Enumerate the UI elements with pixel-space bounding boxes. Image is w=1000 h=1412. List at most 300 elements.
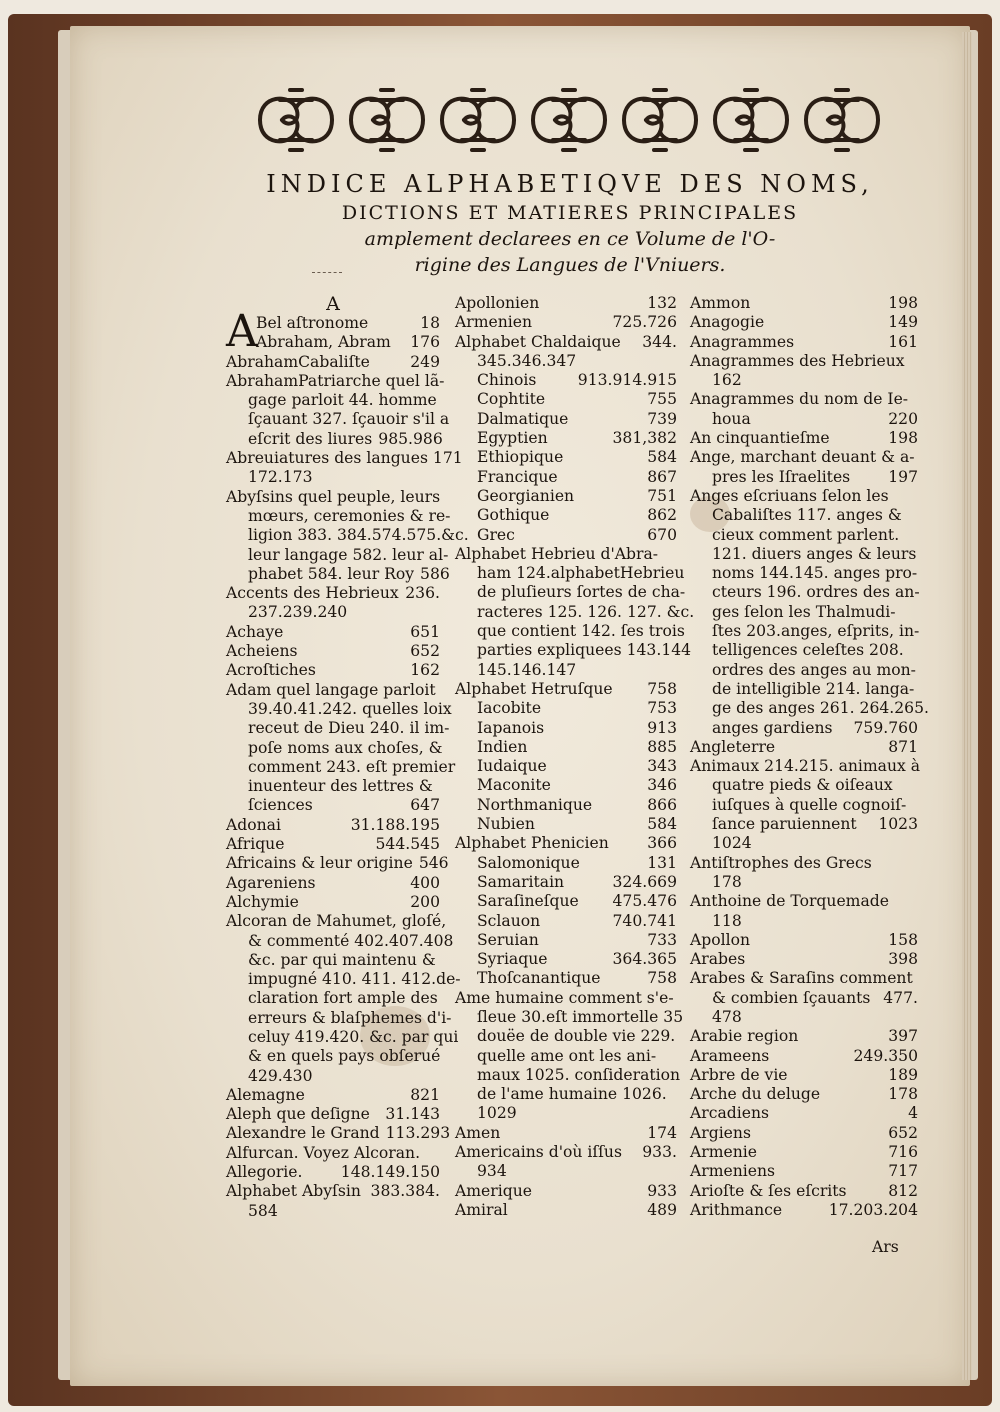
entry-term: Northmanique: [477, 795, 593, 814]
entry-term: impugné 410. 411. 412.de-: [248, 970, 461, 989]
entry-term: Samaritain: [477, 872, 565, 891]
index-entry: [226, 584, 440, 603]
index-entry: [690, 448, 918, 467]
entry-term: houa: [712, 409, 751, 428]
entry-term: & combien ſçauants: [712, 988, 871, 1007]
entry-term: maux 1025. conſideration: [477, 1065, 681, 1084]
entry-pages: 132: [647, 294, 677, 312]
index-entry: [226, 738, 443, 758]
entry-term: Abyſsins quel peuple, leurs: [226, 487, 441, 506]
index-entry: [455, 757, 677, 776]
index-entry: [455, 1065, 681, 1085]
index-entry: [690, 661, 918, 680]
entry-pages: 586: [420, 564, 450, 583]
index-entry: [690, 931, 918, 950]
entry-term: 121. diuers anges & leurs: [712, 544, 917, 563]
entry-pages: 383.384.: [370, 1182, 440, 1201]
index-entry: [226, 931, 454, 951]
index-entry: [226, 893, 440, 912]
entry-term: 1024: [712, 834, 752, 853]
entry-term: 145.146.147: [477, 660, 577, 679]
index-entry: [690, 1085, 918, 1104]
entry-term: 237.239.240: [248, 603, 348, 622]
entry-pages: 4: [908, 1104, 918, 1123]
entry-pages: 885: [647, 737, 677, 756]
catchword: Ars: [872, 1238, 899, 1256]
entry-term: Arabes: [690, 950, 746, 969]
index-entry: [690, 950, 918, 969]
entry-term: Afrique: [226, 835, 285, 854]
index-entries-3: [690, 294, 929, 1220]
entry-term: Agareniens: [226, 873, 316, 892]
entry-pages: 651: [410, 622, 440, 641]
entry-term: Allegorie.: [226, 1163, 303, 1182]
index-entry: [690, 680, 918, 699]
entry-pages: 18: [420, 314, 440, 332]
entry-term: Seruian: [477, 930, 539, 949]
entry-pages: 725.726: [612, 313, 677, 332]
index-entry: [226, 816, 440, 835]
index-entry: [690, 1201, 918, 1220]
entry-term: Adonai: [226, 815, 281, 834]
entry-pages: 249: [410, 352, 440, 371]
index-entry: [690, 834, 918, 853]
entry-term: Arcadiens: [690, 1104, 769, 1123]
index-entry: [226, 661, 440, 680]
index-entry: [690, 873, 918, 892]
entry-term: Accents des Hebrieux: [226, 584, 399, 603]
entry-pages: 17.203.204: [828, 1200, 918, 1219]
entry-term: Anagrammes: [690, 332, 795, 351]
index-entry: [226, 1202, 440, 1221]
entry-pages: 670: [647, 525, 677, 544]
index-entry: [226, 410, 450, 429]
index-entry: [690, 410, 918, 429]
page-fore-edge: [962, 32, 972, 1380]
entry-term: Ethiopique: [477, 448, 564, 467]
entry-term: phabet 584. leur Roy: [248, 564, 415, 583]
entry-pages: 867: [647, 467, 677, 486]
entry-term: cieux comment parlent.: [712, 525, 900, 544]
index-entry: [455, 1162, 677, 1181]
index-entry: [226, 1067, 440, 1086]
entry-term: 584: [248, 1201, 278, 1220]
index-entry: [226, 1144, 440, 1163]
entry-term: douëe de double vie 229.: [477, 1027, 676, 1046]
entry-pages: 647: [410, 796, 440, 815]
entry-term: Gothique: [477, 506, 550, 525]
index-entry: [690, 333, 918, 352]
index-entry: [690, 757, 921, 776]
index-entry: [455, 583, 686, 602]
entry-pages: 198: [888, 294, 918, 312]
entry-term: Alphabet Phenicien: [455, 834, 609, 853]
index-entry: [455, 526, 677, 545]
entry-term: Iapanois: [477, 718, 545, 737]
entry-term: parties expliquees 143.144: [477, 641, 692, 660]
entry-term: 478: [712, 1007, 742, 1026]
index-entry: [690, 1162, 918, 1181]
index-entry: [690, 545, 918, 564]
entry-pages: 933.: [642, 1143, 677, 1162]
entry-pages: 400: [410, 873, 440, 892]
entry-pages: 546: [418, 854, 449, 873]
entry-term: Ange, marchant deuant & a-: [690, 448, 915, 467]
entry-term: Abraham, Abram: [256, 333, 391, 352]
index-entry: [690, 1047, 918, 1066]
entry-term: mœurs, ceremonies & re-: [248, 506, 451, 525]
index-entry: [690, 1066, 918, 1085]
entry-pages: 733: [647, 930, 677, 949]
entry-pages: 755: [647, 390, 677, 409]
entry-term: cteurs 196. ordres des an-: [712, 583, 920, 602]
index-entry: [455, 352, 677, 371]
entry-term: de intelligible 214. langa-: [712, 679, 915, 698]
entry-pages: 477.: [883, 988, 918, 1007]
index-entry: [226, 854, 449, 873]
index-entry: [455, 912, 677, 931]
entry-term: Armeniens: [690, 1162, 776, 1181]
entry-term: de pluſieurs ſortes de cha-: [477, 583, 686, 602]
index-entry: [690, 622, 918, 641]
entry-pages: 871: [888, 737, 918, 756]
heading-line-2: DICTIONS ET MATIERES PRINCIPALES: [341, 202, 799, 224]
entry-term: ham 124.alphabetHebrieu: [477, 564, 685, 583]
index-entry: [455, 1085, 677, 1104]
entry-term: ſçauant 327. ſçauoir s'il a: [248, 410, 450, 429]
entry-pages: 381,382: [612, 429, 677, 448]
index-entry: [690, 699, 929, 718]
entry-term: & en quels pays obſerué: [248, 1047, 441, 1066]
entry-term: Grec: [477, 525, 515, 544]
entry-term: eſcrit des liures: [248, 429, 373, 448]
index-entry: [455, 564, 685, 583]
index-entry: [690, 468, 918, 487]
entry-term: 162: [712, 371, 742, 390]
index-entry: [455, 313, 677, 332]
index-entry: [690, 641, 918, 660]
heading-line-4: rigine des Langues de l'Vniuers.: [414, 254, 726, 276]
index-entry: [226, 1182, 440, 1201]
index-entry: [455, 815, 677, 834]
entry-pages: 343: [647, 757, 677, 776]
index-entry: [455, 448, 677, 467]
entry-term: Indien: [477, 737, 528, 756]
index-entry: [690, 969, 918, 988]
section-letter: A: [326, 293, 340, 315]
entry-term: poſe noms aux choſes, &: [248, 738, 443, 757]
entry-pages: 716: [888, 1143, 918, 1162]
index-entry: [455, 1104, 677, 1123]
entry-pages: 236.: [405, 584, 440, 603]
index-entry: [455, 776, 677, 795]
entry-term: iuſques à quelle cognoiſ-: [712, 795, 907, 814]
entry-term: Arche du deluge: [690, 1085, 821, 1104]
drop-cap: A: [226, 306, 258, 357]
entry-pages: 717: [888, 1162, 918, 1181]
entry-pages: 740.741: [612, 911, 677, 930]
index-entry: [690, 738, 918, 757]
index-entry: [455, 506, 677, 525]
index-entry: [690, 390, 918, 409]
entry-term: Adam quel langage parloit: [226, 680, 436, 699]
entry-pages: 364.365: [612, 950, 677, 969]
entry-pages: 584: [647, 448, 677, 467]
index-entry: [455, 641, 692, 660]
entry-pages: 176: [410, 333, 440, 352]
entry-term: Africains & leur origine: [226, 854, 413, 873]
entry-pages: 739: [647, 409, 677, 428]
index-entry: [226, 757, 456, 777]
index-entry: [690, 989, 918, 1008]
index-entry: [226, 835, 440, 854]
index-entry: [226, 1124, 451, 1143]
index-entry: [226, 391, 440, 410]
entry-term: Anagogie: [690, 313, 765, 332]
index-entry: [455, 661, 677, 680]
index-entry: [226, 1105, 440, 1124]
entry-term: quatre pieds & oiſeaux: [712, 776, 893, 795]
index-entry: [455, 333, 677, 352]
index-entry: [455, 854, 677, 873]
entry-pages: 397: [888, 1027, 918, 1046]
entry-pages: 652: [410, 642, 440, 661]
index-entry: [226, 681, 440, 700]
entry-term: Arameens: [690, 1046, 770, 1065]
index-entry: [226, 951, 440, 970]
index-entry: [455, 429, 677, 448]
entry-term: Arabie region: [690, 1027, 799, 1046]
entry-term: Arabes & Saraſins comment: [690, 969, 913, 988]
index-entry: [455, 1182, 677, 1201]
entry-term: ge des anges 261. 264.265.: [712, 699, 929, 718]
index-entry: [455, 390, 677, 409]
entry-term: 934: [477, 1162, 507, 1181]
entry-pages: 759.760: [853, 718, 918, 737]
entry-pages: 197: [888, 467, 918, 486]
entry-pages: 475.476: [612, 892, 677, 911]
index-entries-1: [226, 306, 469, 1221]
index-entry: [690, 1182, 918, 1201]
index-entry: [455, 410, 677, 429]
entry-term: Egyptien: [477, 429, 548, 448]
entry-term: ordres des anges au mon-: [712, 660, 916, 679]
entry-term: Chinois: [477, 371, 537, 390]
entry-term: ligion 383. 384.574.575.&c.: [248, 526, 469, 545]
entry-term: Cophtite: [477, 390, 546, 409]
entry-term: Dalmatique: [477, 409, 569, 428]
entry-term: Anthoine de Torquemade: [690, 892, 889, 911]
entry-term: claration fort ample des: [248, 989, 438, 1008]
entry-pages: 220: [888, 409, 918, 428]
entry-term: comment 243. eſt premier: [248, 757, 456, 776]
entry-term: Alfurcan. Voyez Alcoran.: [226, 1143, 421, 1162]
index-column-3: [690, 294, 929, 1220]
index-entry: [455, 989, 677, 1008]
index-entry: [690, 313, 918, 332]
entry-pages: 544.545: [375, 835, 440, 854]
entry-term: receut de Dieu 240. il im-: [248, 719, 450, 738]
entry-pages: 198: [888, 429, 918, 448]
entry-term: Alcoran de Mahumet, gloſé,: [226, 912, 447, 931]
entry-term: Anagrammes des Hebrieux: [690, 351, 905, 370]
index-entry: [690, 912, 918, 931]
index-entry: [690, 1008, 918, 1027]
index-column-1: [226, 293, 469, 1221]
index-entry: [226, 526, 469, 545]
index-entry: [690, 796, 918, 815]
entry-pages: 178: [888, 1085, 918, 1104]
entry-term: Americains d'où iſſus: [455, 1143, 622, 1162]
entry-term: Angleterre: [690, 737, 776, 756]
entry-pages: 324.669: [612, 872, 677, 891]
entry-term: pres les Iſraelites: [712, 467, 851, 486]
entry-pages: 398: [888, 950, 918, 969]
entry-term: Alchymie: [226, 892, 299, 911]
entry-term: 172.173: [248, 468, 313, 487]
index-entry: [226, 642, 440, 661]
entry-pages: 913.914.915: [577, 371, 677, 390]
entry-term: 345.346.347: [477, 351, 577, 370]
entry-term: & commenté 402.407.408: [248, 931, 454, 950]
entry-pages: 758: [647, 969, 677, 988]
entry-term: 118: [712, 911, 742, 930]
ornament-band: [250, 84, 894, 156]
entry-pages: 812: [888, 1181, 918, 1200]
index-entry: [690, 371, 918, 390]
entry-term: Arithmance: [690, 1200, 783, 1219]
index-entry: [455, 680, 677, 699]
entry-term: Nubien: [477, 815, 535, 834]
index-entry: [226, 719, 450, 738]
entry-term: Iacobite: [477, 699, 542, 718]
entry-pages: 753: [647, 699, 677, 718]
index-entry: [226, 545, 449, 565]
entry-pages: 758: [647, 679, 677, 698]
entry-term: Alphabet Abyſsin: [226, 1182, 361, 1201]
index-entry: [455, 545, 677, 564]
entry-term: que contient 142. ſes trois: [477, 622, 685, 641]
index-entry: [690, 892, 918, 911]
index-entry: [455, 602, 695, 622]
entry-term: Aleph que deſigne: [226, 1105, 370, 1124]
index-entry: [226, 1047, 440, 1066]
index-entry: [690, 854, 918, 873]
entry-term: Alphabet Hebrieu d'Abra-: [455, 544, 659, 563]
entry-pages: 489: [647, 1200, 677, 1219]
index-entry: [455, 1143, 677, 1162]
entry-term: Bel aſtronome: [256, 314, 369, 332]
entry-term: Amen: [455, 1123, 501, 1142]
entry-term: Salomonique: [477, 853, 580, 872]
index-entry: [690, 487, 918, 506]
entry-pages: 821: [410, 1085, 440, 1104]
index-entry: [455, 699, 677, 718]
index-entry: [226, 699, 452, 719]
entry-pages: 148.149.150: [340, 1163, 440, 1182]
index-entries-2: [455, 294, 695, 1220]
entry-term: Animaux 214.215. animaux à: [690, 757, 921, 776]
entry-pages: 346: [647, 776, 677, 795]
index-entry: [455, 371, 677, 390]
entry-term: Iudaique: [477, 757, 547, 776]
entry-term: 1029: [477, 1104, 517, 1123]
index-entry: [455, 1027, 677, 1046]
index-entry: [690, 776, 918, 795]
entry-term: Maconite: [477, 776, 551, 795]
entry-term: Francique: [477, 467, 558, 486]
entry-term: noms 144.145. anges pro-: [712, 564, 918, 583]
index-entry: [226, 468, 440, 487]
entry-term: Arioſte & ſes eſcrits: [690, 1181, 847, 1200]
entry-pages: 751: [647, 486, 677, 505]
entry-pages: 149: [888, 313, 918, 332]
index-entry: [455, 834, 677, 853]
entry-pages: 161: [888, 332, 918, 351]
index-entry: [226, 603, 440, 622]
entry-term: Syriaque: [477, 950, 548, 969]
index-entry: [455, 719, 677, 738]
entry-pages: 862: [647, 506, 677, 525]
entry-pages: 366: [647, 834, 677, 853]
entry-pages: 584: [647, 815, 677, 834]
entry-pages: 131: [647, 853, 677, 872]
entry-term: 39.40.41.242. quelles loix: [248, 699, 452, 718]
entry-term: Acheiens: [226, 642, 298, 661]
entry-term: Amerique: [455, 1181, 532, 1200]
entry-term: Anges eſcriuans ſelon les: [690, 486, 889, 505]
index-entry: [690, 815, 918, 834]
entry-pages: 1023: [878, 815, 918, 834]
entry-pages: 189: [888, 1065, 918, 1084]
heading-line-1: INDICE ALPHABETIQVE DES NOMS,: [266, 170, 874, 198]
index-entry: [455, 950, 677, 969]
entry-term: Alexandre le Grand: [226, 1124, 380, 1143]
index-entry: [690, 603, 918, 622]
index-entry: [455, 969, 677, 988]
entry-term: Acroſtiches: [226, 661, 316, 680]
index-entry: [690, 1124, 918, 1143]
entry-term: anges gardiens: [712, 718, 833, 737]
index-entry: [455, 796, 677, 815]
entry-term: Alemagne: [226, 1085, 305, 1104]
entry-term: Anagrammes du nom de Ie-: [690, 390, 909, 409]
index-entry: [690, 564, 918, 583]
index-entry: [690, 583, 918, 602]
entry-term: celuy 419.420. &c. par qui: [248, 1027, 459, 1046]
entry-pages: 249.350: [853, 1046, 918, 1065]
index-column-2: [455, 294, 695, 1220]
index-entry: [226, 623, 440, 642]
index-entry: [690, 1027, 918, 1046]
entry-pages: 933: [647, 1181, 677, 1200]
entry-term: Achaye: [226, 622, 284, 641]
index-entry: [226, 449, 463, 468]
entry-term: An cinquantieſme: [690, 429, 830, 448]
entry-term: ſciences: [248, 796, 313, 815]
index-entry: [226, 371, 445, 391]
entry-term: Argiens: [690, 1123, 751, 1142]
entry-pages: 652: [888, 1123, 918, 1142]
entry-term: 429.430: [248, 1066, 313, 1085]
entry-pages: 158: [888, 930, 918, 949]
entry-term: AbrahamPatriarche quel lã-: [226, 371, 445, 390]
index-entry: [226, 796, 440, 815]
index-entry: [455, 468, 677, 487]
entry-term: racteres 125. 126. 127. &c.: [477, 602, 695, 621]
heading-line-3: amplement declarees en ce Volume de l'O-: [364, 228, 776, 250]
entry-term: erreurs & blaſphemes d'i-: [248, 1008, 452, 1027]
